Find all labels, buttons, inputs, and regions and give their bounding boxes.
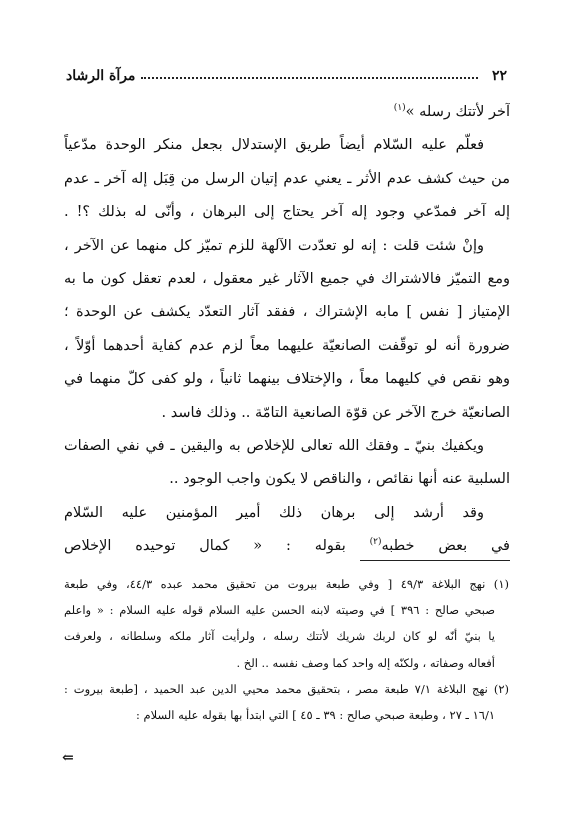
footnote-line: صبحي صالح : ٣٩٦ ] في وصيته لابنه الحسن عليه السلام قوله عليه السلام : « واعلم	[64, 603, 496, 618]
footnote-ref: (٢)	[369, 537, 382, 548]
header-dot-leader	[141, 77, 478, 79]
page-number: ٢٢	[491, 68, 507, 84]
footnote-line: أفعاله وصفاته ، ولكنّه إله واحد كما وصف نفسه .. الخ .	[236, 655, 495, 670]
text-line: وقد أرشد إلى برهان ذلك أمير المؤمنين عليه السّلام	[64, 504, 484, 521]
text-line: في بعض خطبه$^{(٢)}$ بقوله : « كمال توحيده الإخلاص	[64, 537, 510, 555]
text-line: الصانعيّة خرج الآخر عن قوّة الصانعية التامّة .. وذلك فاسد .	[161, 404, 510, 421]
text-line: وإنْ شئت قلت : إنه لو تعدّدت الآلهة للزم تميّز كل منهما عن الآخر ،	[64, 237, 484, 254]
running-header	[66, 62, 507, 84]
text-line: ومع التميّز فالاشتراك في جميع الآثار غير معقول ، لعدم تعقل كون ما به	[64, 270, 510, 287]
footnote-separator	[360, 560, 510, 561]
main-text	[64, 96, 510, 563]
text-line: ويكفيك بنيّ ـ وفقك الله تعالى للإخلاص به واليقين ـ في نفي الصفات	[64, 437, 484, 454]
text-line: إله آخر فمدّعي وجود إله آخر يحتاج إلى البرهان ، وأنّى له بذلك ؟! .	[64, 204, 510, 221]
text-line: من حيث كشف عدم الأثر ـ يعني عدم إتيان الرسل من قِبَل إله آخر ـ عدم	[64, 170, 510, 187]
text-line: الإمتياز [ نفس ] مابه الإشتراك ، ففقد آثار التعدّد يكشف عن الوحدة ؛	[64, 304, 510, 321]
text-line: ضرورة أنه لو توقّفت الصانعيّة عليهما معاً لزم عدم كفاية أحدهما أوّلاً ،	[64, 337, 510, 354]
footnote-line: (٢) نهج البلاغة ٧/١ طبعة مصر ، بتحقيق محمد محيي الدين عبد الحميد ، [طبعة بيروت :	[64, 681, 509, 696]
footnote-line: يا بنيّ أنّه لو كان لربك شريك لأتتك رسله ، ولرأيت آثار ملكه وسلطانه ، ولعرفت	[64, 629, 495, 644]
footnotes	[64, 571, 509, 728]
footnote-ref: (١)	[393, 103, 406, 114]
footnote-line: ١٦/١ ـ ٢٧ ، وطبعة صبحي صالح : ٣٩ ـ ٤٥ ] التي ابتدأ بها بقوله عليه السلام :	[135, 707, 495, 722]
text-line: وهو نقص في كليهما معاً ، والإختلاف بينهما ثانياً ، ولو كفى كلّ منهما في	[64, 371, 510, 388]
running-title: مرآة الرشاد	[66, 68, 136, 84]
text-line: السلبية عنه أنها نقائص ، والناقص لا يكون واجب الوجود ..	[169, 471, 510, 488]
text-line: فعلّم عليه السّلام أيضاً طريق الإستدلال بجعل منكر الوحدة مدّعياً	[64, 137, 484, 154]
text-line: آخر لأتتك رسله »$^{(١)}$	[393, 103, 510, 120]
continuation-arrow-icon: ⇐	[62, 750, 74, 766]
footnote-line: (١) نهج البلاغة ٤٩/٣ [ وفي طبعة بيروت من تحقيق محمد عبده ٤٤/٣، وفي طبعة	[64, 577, 509, 591]
